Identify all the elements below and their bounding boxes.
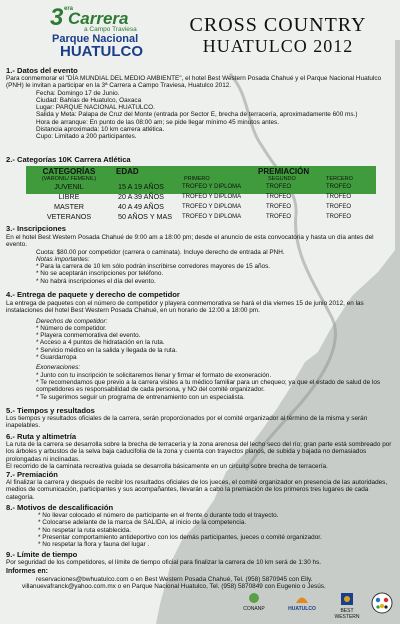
col-segundo: SEGUNDO	[268, 176, 296, 182]
col-premiacion: PREMIACIÓN	[258, 167, 310, 176]
cell-p2: TROFEO	[266, 184, 291, 190]
s5-p1: Los tiempos y resultados oficiales de la carrera, serán proporcionados por el comité organizador al término de la misma y serán inapelables.	[6, 415, 368, 430]
s4-d4: * Servicio médico en la salida y llegada de la ruta.	[36, 346, 178, 354]
col-edad: EDAD	[116, 167, 139, 176]
section-1-body	[6, 75, 394, 141]
conanp-icon	[248, 592, 260, 604]
s1-intro: Para conmemorar el "DÍA MUNDIAL DEL MEDIO AMBIENTE", el hotel Best Western Posada Chahué y el Parque Nacional Huatulco (PNH) le invitan a participar en la 3ª Carrera a Campo Traviesa, Huatulco 2012.	[6, 75, 382, 90]
table-row	[26, 182, 376, 192]
section-3-body	[6, 234, 394, 285]
table-row	[26, 192, 376, 202]
sponsor-bw	[332, 592, 362, 620]
s8-m4: * Presentar comportamiento antideportivo con los demás participantes, jueces o comité organizador.	[38, 533, 322, 541]
sponsor-huatulco	[280, 592, 324, 612]
s1-fecha: Fecha: Domingo 17 de Junio.	[36, 89, 120, 97]
s6-p2: El recorrido de la caminata recreativa guiada se desarrolla básicamente en un circuito sobre brecha de terracería.	[6, 462, 328, 470]
cell-p1: TROFEO Y DIPLOMA	[182, 194, 242, 200]
cell-cat: JUVENIL	[54, 182, 84, 191]
s3-n1: * Para la carrera de 10 km sólo podrán inscribirse corredores mayores de 15 años.	[36, 263, 271, 271]
section-8-heading: 8.- Motivos de descalificación	[6, 503, 114, 512]
logo-line1: Parque Nacional	[52, 33, 139, 45]
s9-informes: Informes en:	[6, 568, 49, 576]
bestwestern-icon	[340, 592, 354, 606]
cell-p2: TROFEO	[266, 214, 291, 220]
s7-p1: Al finalizar la carrera y después de recibir los resultados oficiales de los jueces, el comité organizador en presencia de las autoridades, medios de comunicación, participantes y sus acompañantes, llevarán a cabo la premiación de los primeros tres lugares de cada categoría.	[6, 479, 388, 501]
col-tercero: TERCERO	[326, 176, 353, 182]
cell-p1: TROFEO Y DIPLOMA	[182, 204, 242, 210]
s4-d1: * Número de competidor.	[36, 324, 107, 332]
s3-cuota: Cuota: $80.00 por competidor (carrera o caminata). Incluye derecho de entrada al PNH.	[36, 248, 285, 256]
s1-hora: Hora de arranque: En punto de las 08:00 am; se pide llegar mínimo 45 minutos antes.	[36, 118, 279, 126]
s3-notas: Notas importantes:	[36, 255, 90, 263]
cell-p3: TROFEO	[326, 204, 351, 210]
s1-ciudad: Ciudad: Bahías de Huatulco, Oaxaca	[36, 96, 142, 104]
section-6-body	[6, 441, 394, 470]
logo-line2: HUATULCO	[60, 43, 144, 60]
s9-i1: reservaciones@bwhuatulco.com o en Best Western Posada Chahué, Tel. (958) 5870945 con Elly.	[36, 575, 313, 583]
cell-p3: TROFEO	[326, 194, 351, 200]
s8-m3: * No respetar la ruta establecida.	[38, 526, 132, 534]
s4-e3: * Te sugerimos seguir un programa de entrenamiento con un especialista.	[36, 393, 245, 401]
s8-m1: * No llevar colocado el número de participante en el frente o durante todo el trayecto.	[38, 512, 279, 519]
s4-derechos: Derechos de competidor:	[36, 317, 108, 325]
sponsor-logos	[228, 592, 398, 622]
cell-p2: TROFEO	[266, 204, 291, 210]
s9-i2: villanuevafranck@yahoo.com.mx o en Parque Nacional Huatulco, Tel. (958) 5870849 con Eugenio o Jesús.	[22, 582, 326, 590]
section-8-body	[6, 512, 394, 548]
section-9-heading: 9.- Límite de tiempo	[6, 550, 78, 559]
ring-badge-icon	[371, 592, 393, 614]
cell-cat: VETERANOS	[46, 212, 92, 221]
section-9-body	[6, 559, 394, 590]
page-title-line2: HUATULCO 2012	[202, 36, 354, 56]
cell-p2: TROFEO	[266, 194, 291, 200]
s4-d3: * Acceso a 4 puntos de hidratación en la ruta.	[36, 339, 165, 347]
s4-d2: * Playera conmemorativa del evento.	[36, 332, 141, 340]
logo-ordinal: era	[64, 6, 74, 12]
huatulco-icon	[295, 592, 309, 604]
sponsor-conanp-label: CONANP	[243, 606, 265, 612]
s4-e1: * Junto con tu inscripción te solicitaremos llenar y firmar el formato de exoneración.	[36, 371, 272, 379]
sponsor-huatulco-label: HUATULCO	[288, 606, 316, 612]
logo-number: 3	[50, 4, 64, 31]
sponsor-bw-label: BEST WESTERN	[334, 608, 360, 620]
section-5-heading: 5.- Tiempos y resultados	[6, 406, 95, 415]
s4-exon: Exoneraciones:	[36, 364, 81, 372]
section-6-heading: 6.- Ruta y altimetría	[6, 432, 77, 441]
logo-word: Carrera	[68, 9, 129, 28]
section-1-heading: 1.- Datos del evento	[6, 66, 78, 75]
section-4-heading: 4.- Entrega de paquete y derecho de competidor	[6, 290, 180, 299]
section-3-heading: 3.- Inscripciones	[6, 224, 66, 233]
cell-p3: TROFEO	[326, 184, 351, 190]
section-2-heading: 2.- Categorías 10K Carrera Atlética	[6, 155, 131, 164]
cell-cat: MASTER	[54, 202, 84, 211]
s3-p1: En el hotel Best Western Posada Chahué de 9:00 am a 18:00 pm; desde el anuncio de esta convocatoria y hasta un día antes del evento.	[6, 234, 374, 249]
sponsor-badge	[368, 592, 396, 616]
cell-edad: 50 AÑOS Y MAS	[118, 212, 173, 221]
cell-cat: LIBRE	[58, 192, 80, 201]
s8-m5: * No respetar la flora y fauna del lugar .	[38, 541, 150, 549]
logo-sub: a Campo Traviesa	[84, 26, 137, 33]
col-categorias: CATEGORÍAS	[42, 167, 96, 176]
section-4-body	[6, 300, 394, 401]
table-row	[26, 212, 376, 222]
section-7-heading: 7.- Premiación	[6, 470, 58, 479]
cell-edad: 15 A 19 AÑOS	[118, 182, 164, 191]
sponsor-conanp	[238, 592, 270, 612]
s4-e2: * Te recomendamos que previo a la carrera visites a tu médico familiar para un chequeo; ya que el estado de salud de los competidores es responsabilidad de cada persona, y NO del comité organizador.	[36, 378, 381, 394]
s3-n2: * No se aceptarán inscripciones por teléfono.	[36, 270, 164, 278]
cell-edad: 40 A 49 AÑOS	[118, 202, 164, 211]
col-categorias-sub: (VARONIL/ FEMENIL)	[41, 176, 97, 182]
col-primero: PRIMERO	[184, 176, 210, 182]
s1-cupo: Cupo: Limitado a 200 participantes.	[36, 133, 137, 141]
s4-p1: La entrega de paquetes con el número de competidor y playera conmemorativa se hará el día viernes 15 de junio 2012, en las instalaciones del hotel Best Western Posada Chahué, en un horario de 12:00 a 18:00 pm.	[6, 300, 364, 315]
cell-p1: TROFEO Y DIPLOMA	[182, 184, 242, 190]
section-5-body	[6, 415, 394, 430]
cell-edad: 20 A 39 AÑOS	[118, 192, 164, 201]
cell-p3: TROFEO	[326, 214, 351, 220]
page-title-line1: CROSS COUNTRY	[189, 14, 367, 36]
s8-m2: * Colocarse adelante de la marca de SALIDA, al inicio de la competencia.	[38, 519, 247, 527]
s9-p1: Por seguridad de los competidores, el límite de tiempo oficial para finalizar la carrera de 10 km será de 1:30 hs.	[6, 559, 322, 566]
table-row	[26, 202, 376, 212]
s4-d5: * Guardarropa	[36, 354, 77, 362]
s3-n3: * No habrá inscripciones el día del evento.	[36, 277, 156, 285]
s1-salida: Salida y Meta: Palapa de Cruz del Monte (entrada por Sector E, brecha de terracería, aproximadamente 600 ms.)	[36, 111, 358, 119]
s1-distancia: Distancia aproximada: 10 km carrera atlética.	[36, 126, 165, 134]
section-7-body	[6, 479, 394, 501]
cell-p1: TROFEO Y DIPLOMA	[182, 214, 242, 220]
s6-p1: La ruta de la carrera se desarrolla sobre la brecha de terracería y la zona arenosa del lecho seco del río; gran parte está sombreado por los árboles y arbustos de la selva baja caducifolia de la zona y cuenta con trayectos planos, de subida y bajada no demasiados prolongadas ni inclinadas.	[6, 441, 392, 463]
s1-lugar: Lugar: PARQUE NACIONAL HUATULCO.	[36, 104, 155, 112]
event-logo	[50, 4, 162, 62]
